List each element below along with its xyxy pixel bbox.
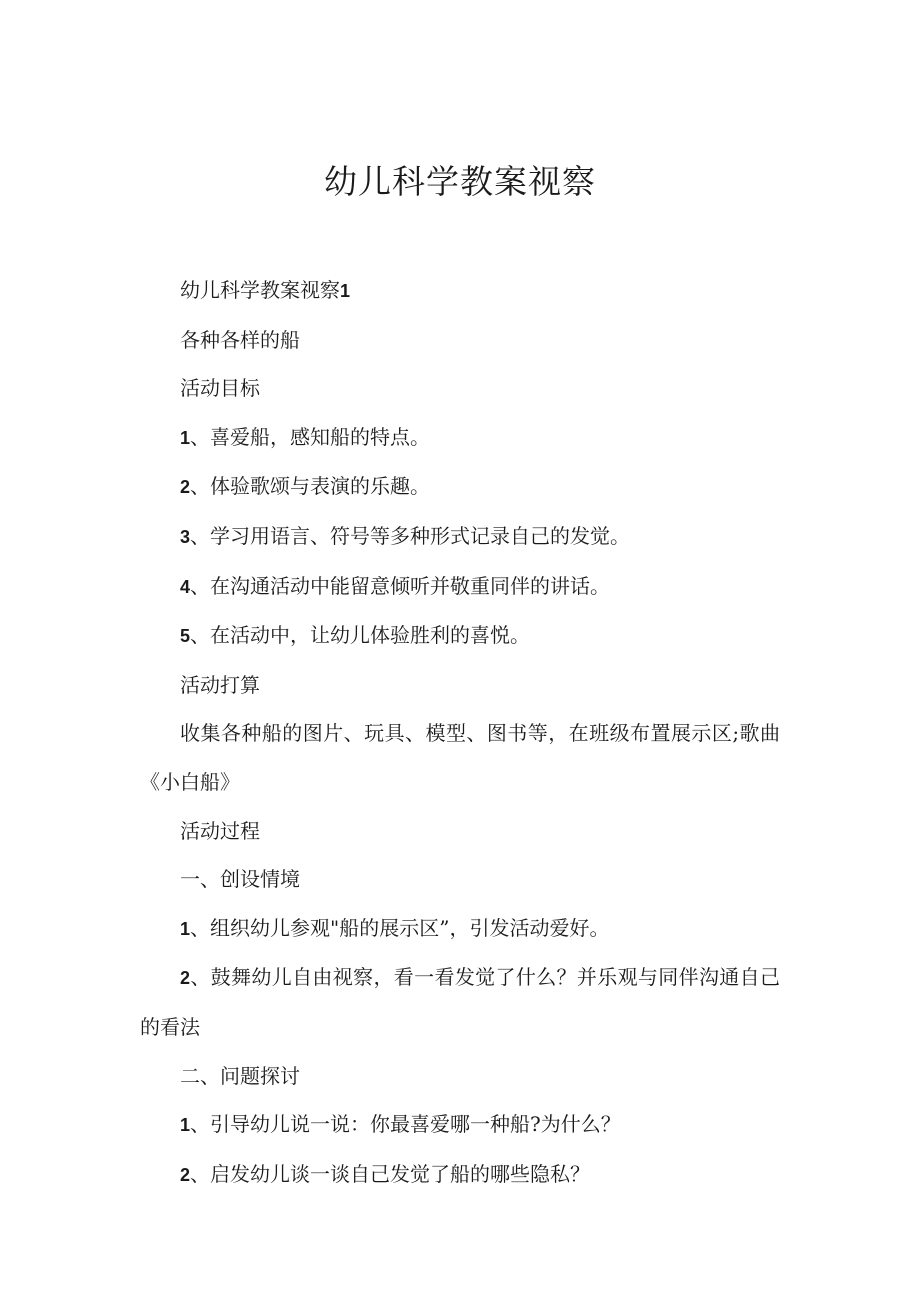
paragraph-number: 2 [180, 968, 191, 989]
paragraph-number: 2 [180, 1164, 191, 1185]
paragraph-heading-preparation [140, 661, 780, 710]
document-title: 幼儿科学教案视察 [324, 162, 596, 202]
paragraph-goal [140, 512, 780, 562]
paragraph-text: 、鼓舞幼儿自由视察，看一看发觉了什么？并乐观与同伴沟通自己的看法 [140, 965, 780, 1039]
paragraph-goal [140, 413, 780, 463]
paragraph-goal [140, 462, 780, 512]
paragraph-number: 2 [180, 477, 191, 498]
paragraph-text: 活动打算 [180, 672, 260, 697]
paragraph-text: 、引导幼儿说一说：你最喜爱哪一种船?为什么？ [190, 1112, 621, 1137]
paragraph-number: 1 [180, 1115, 191, 1136]
paragraph-number: 5 [180, 626, 191, 647]
paragraph-text: 二、问题探讨 [180, 1063, 300, 1088]
paragraph-text: 一、创设情境 [180, 867, 300, 892]
paragraph-number: 1 [180, 918, 191, 939]
paragraph-step-heading [140, 1052, 780, 1101]
paragraph-text: 、组织幼儿参观"船的展示区”，引发活动爱好。 [190, 915, 610, 940]
paragraph-text: 、学习用语言、符号等多种形式记录自己的发觉。 [190, 523, 631, 548]
paragraph-goal [140, 562, 780, 612]
paragraph-number: 1 [180, 427, 191, 448]
paragraph-step [140, 1100, 780, 1150]
paragraph-step [140, 1150, 780, 1200]
paragraph-heading-goals [140, 364, 780, 413]
paragraph-number: 4 [180, 576, 191, 597]
paragraph-text: 收集各种船的图片、玩具、模型、图书等，在班级布置展示区;歌曲《小白船》 [140, 721, 780, 794]
paragraph-text: 各种各样的船 [180, 327, 300, 352]
paragraph-text: 活动目标 [180, 376, 260, 401]
paragraph-text: 活动过程 [180, 818, 260, 843]
paragraph-heading-process [140, 807, 780, 856]
paragraph-goal [140, 611, 780, 661]
paragraph-text: 、体验歌颂与表演的乐趣。 [190, 474, 431, 499]
document-body [140, 266, 780, 1199]
paragraph-text: 、在活动中，让幼儿体验胜利的喜悦。 [190, 623, 531, 648]
paragraph-number: 1 [340, 281, 351, 301]
paragraph-step [140, 953, 780, 1051]
paragraph-text: 幼儿科学教案视察 [180, 278, 340, 302]
paragraph-section-heading [140, 266, 780, 316]
paragraph-text: 、喜爱船，感知船的特点。 [190, 424, 431, 449]
paragraph-text: 、启发幼儿谈一谈自己发觉了船的哪些隐私？ [190, 1161, 591, 1186]
paragraph-step-heading [140, 855, 780, 904]
paragraph-step [140, 904, 780, 954]
paragraph-preparation [140, 709, 780, 806]
paragraph-subtitle [140, 316, 780, 365]
paragraph-number: 3 [180, 526, 191, 547]
paragraph-text: 、在沟通活动中能留意倾听并敬重同伴的讲话。 [190, 573, 611, 598]
